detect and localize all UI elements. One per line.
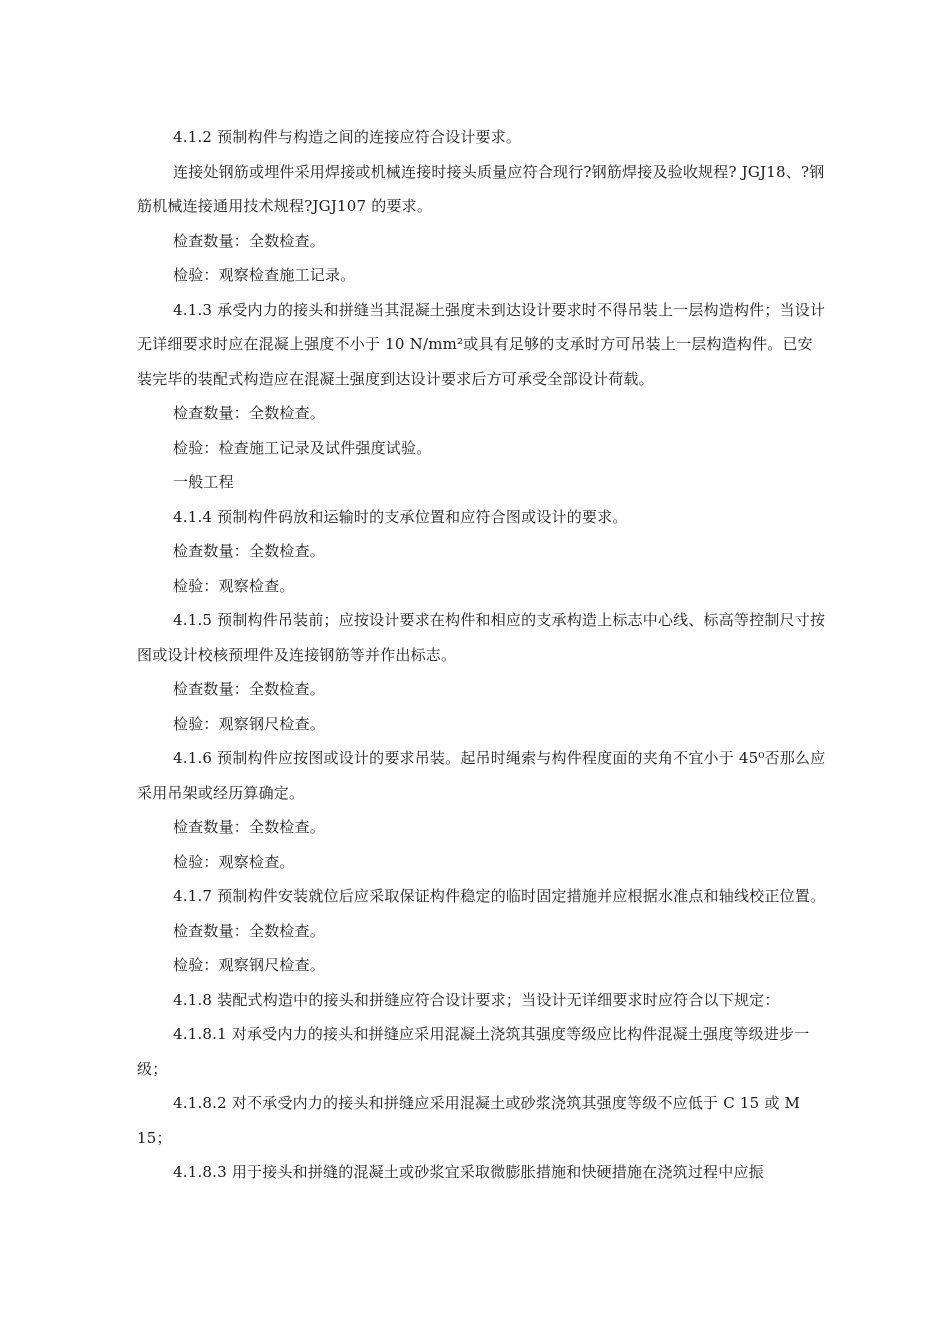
paragraph-4-1-3: 4.1.3 承受内力的接头和拼缝当其混凝土强度未到达设计要求时不得吊装上一层构造构件；当设计无详细要求时应在混凝上强度不小于 10 N/mm²或具有足够的支承时方可吊装上一层构造构件。已安装完毕的装配式构造应在混凝土强度到达设计要求后方可承受全部设计荷载。	[137, 300, 826, 388]
paragraph-4-1-6: 4.1.6 预制构件应按图或设计的要求吊装。起吊时绳索与构件程度面的夹角不宜小于 45⁰否那么应采用吊架或经历算确定。	[137, 749, 826, 802]
paragraph-inspection-method: 检验：观察钢尺检查。	[173, 956, 326, 974]
paragraph-4-1-2: 4.1.2 预制构件与构造之间的连接应符合设计要求。	[173, 128, 522, 146]
section-heading-general: 一般工程	[173, 473, 234, 491]
paragraph-inspection-method: 检验：观察检查。	[173, 576, 295, 595]
paragraph-4-1-8-2: 4.1.8.2 对不承受内力的接头和拼缝应采用混凝土或砂浆浇筑其强度等级不应低于 C 15 或 M 15；	[137, 1094, 801, 1147]
paragraph-inspection-method: 检验：观察检查。	[173, 852, 295, 871]
paragraph-inspection-method: 检验：检查施工记录及试件强度试验。	[173, 438, 432, 457]
paragraph-inspection-quantity: 检查数量：全数检查。	[173, 680, 326, 698]
paragraph-4-1-8-3: 4.1.8.3 用于接头和拼缝的混凝土或砂浆宜采取微膨胀措施和快硬措施在浇筑过程中应振	[173, 1163, 764, 1181]
paragraph-inspection-quantity: 检查数量：全数检查。	[173, 542, 326, 560]
paragraph-inspection-method: 检验：观察检查施工记录。	[173, 266, 356, 284]
paragraph-inspection-quantity: 检查数量：全数检查。	[173, 231, 326, 250]
paragraph-inspection-quantity: 检查数量：全数检查。	[173, 921, 326, 940]
document-body	[137, 120, 827, 1190]
paragraph-4-1-8-1: 4.1.8.1 对承受内力的接头和拼缝应采用混凝土浇筑其强度等级应比构件混凝土强度等级进步一级；	[137, 1025, 810, 1078]
paragraph-4-1-7: 4.1.7 预制构件安装就位后应采取保证构件稳定的临时固定措施并应根据水准点和轴线校正位置。	[173, 887, 826, 905]
paragraph-4-1-5: 4.1.5 预制构件吊装前；应按设计要求在构件和相应的支承构造上标志中心线、标高等控制尺寸按图或设计校核预埋件及连接钢筋等并作出标志。	[137, 611, 826, 664]
paragraph-inspection-quantity: 检查数量：全数检查。	[173, 818, 326, 836]
paragraph-4-1-8: 4.1.8 装配式构造中的接头和拼缝应符合设计要求；当设计无详细要求时应符合以下规定：	[173, 990, 780, 1009]
paragraph-inspection-method: 检验：观察钢尺检查。	[173, 714, 326, 733]
paragraph-4-1-4: 4.1.4 预制构件码放和运输时的支承位置和应符合图或设计的要求。	[173, 507, 628, 526]
paragraph-inspection-quantity: 检查数量：全数检查。	[173, 404, 326, 422]
paragraph-connection-requirements: 连接处钢筋或埋件采用焊接或机械连接时接头质量应符合现行?钢筋焊接及验收规程? JGJ18、?钢筋机械连接通用技术规程?JGJ107 的要求。	[137, 162, 825, 215]
